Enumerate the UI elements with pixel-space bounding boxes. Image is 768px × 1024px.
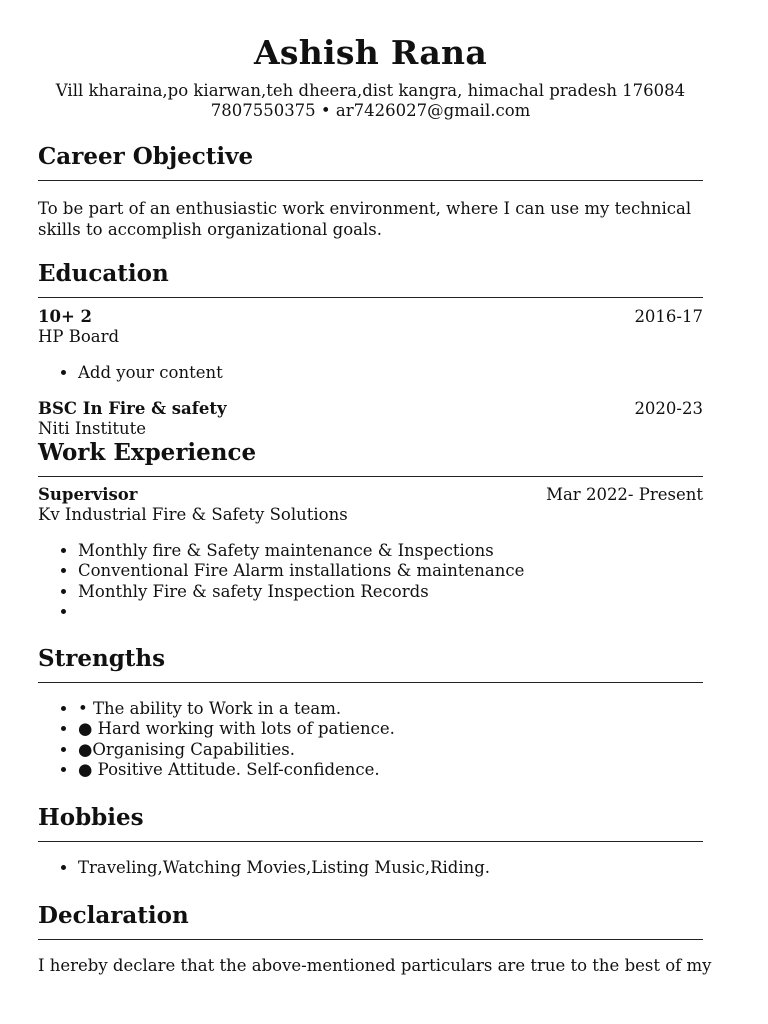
list-item: • Monthly Fire & safety Inspection Records [78, 582, 703, 603]
education-institution: Niti Institute [38, 418, 147, 438]
hobbies-section [38, 804, 703, 879]
phone-number: 7807550375 [210, 101, 316, 120]
education-entry [38, 399, 703, 439]
education-section [38, 260, 703, 439]
work-experience-section [38, 439, 703, 623]
contact-separator: • [315, 101, 336, 120]
list-item [78, 602, 703, 623]
list-item: • ●Organising Capabilities. [78, 740, 703, 761]
job-dates: Mar 2022- Present [546, 484, 703, 504]
education-entry [38, 307, 703, 384]
education-years: 2016-17 [634, 307, 703, 326]
education-heading: Education [38, 260, 703, 298]
education-degree: BSC In Fire & safety [38, 398, 227, 418]
list-item: • Conventional Fire Alarm installations & maintenance [78, 561, 703, 582]
work-experience-heading: Work Experience [38, 439, 703, 477]
career-objective-text: To be part of an enthusiastic work environment, where I can use my technical skills to accomplish organizational goals. [38, 199, 692, 239]
company-name: Kv Industrial Fire & Safety Solutions [38, 504, 348, 524]
hobbies-heading: Hobbies [38, 804, 703, 842]
list-item: • ● Positive Attitude. Self-confidence. [78, 760, 703, 781]
contact-info [38, 101, 703, 121]
list-item: • ● Hard working with lots of patience. [78, 719, 703, 740]
education-bullet-list [38, 363, 703, 384]
list-item: • • The ability to Work in a team. [78, 699, 703, 720]
list-item: • Add your content [78, 363, 703, 384]
email-address: ar7426027@gmail.com [335, 101, 531, 120]
list-item: • Traveling,Watching Movies,Listing Music,Riding. [78, 858, 703, 879]
career-objective-section [38, 143, 703, 240]
declaration-text: I hereby declare that the above-mentioned particulars are true to the best of my [38, 956, 712, 975]
address: Vill kharaina,po kiarwan,teh dheera,dist kangra, himachal pradesh 176084 [55, 81, 686, 100]
career-objective-heading: Career Objective [38, 143, 703, 181]
education-degree: 10+ 2 [38, 307, 93, 326]
strengths-section [38, 645, 703, 781]
resume-page [38, 0, 712, 977]
education-years: 2020-23 [634, 398, 703, 418]
list-item: • Monthly fire & Safety maintenance & Inspections [78, 541, 703, 562]
declaration-heading: Declaration [38, 902, 703, 940]
job-role: Supervisor [38, 484, 138, 504]
strengths-list [38, 699, 703, 781]
hobbies-list [38, 858, 703, 879]
education-institution: HP Board [38, 327, 120, 346]
declaration-section [38, 902, 712, 977]
strengths-heading: Strengths [38, 645, 703, 683]
candidate-name: Ashish Rana [253, 33, 487, 72]
work-bullet-list [38, 541, 703, 623]
